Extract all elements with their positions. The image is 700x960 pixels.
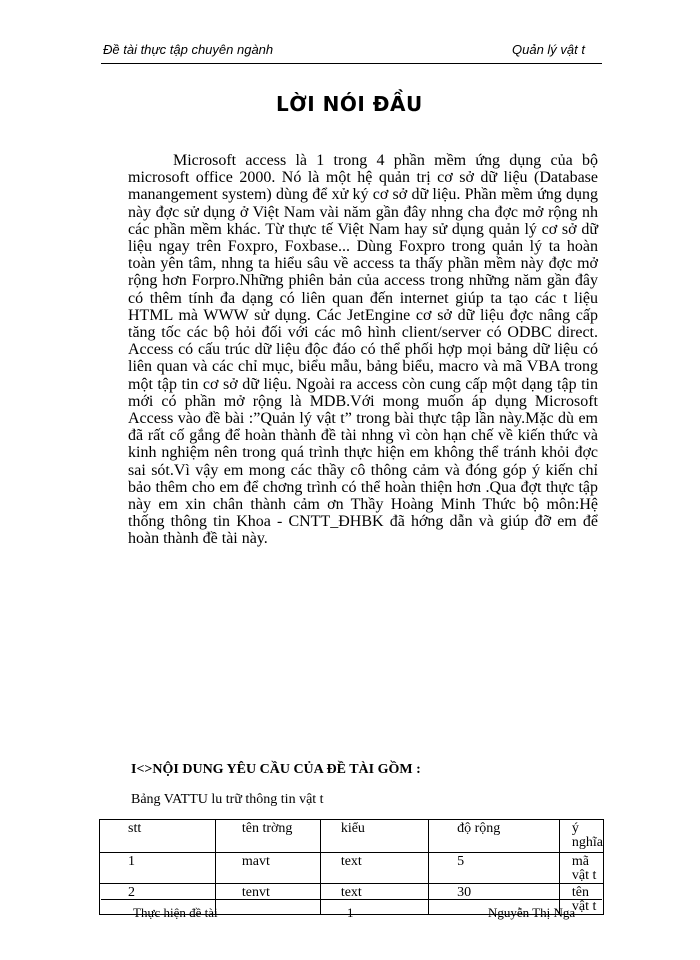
- header-right-title: Quản lý vật t: [512, 42, 585, 57]
- table-header-cell: kiểu: [320, 820, 428, 853]
- table-header-cell: độ rộng: [429, 820, 560, 853]
- footer-left: Thực hiện đề tài: [133, 905, 218, 920]
- table-cell: 2: [100, 884, 216, 915]
- table-header-cell: stt: [100, 820, 216, 853]
- table-cell: tên vật t: [559, 884, 603, 915]
- header-divider: [101, 63, 602, 64]
- table-cell: tenvt: [215, 884, 320, 915]
- table-cell: 1: [100, 853, 216, 884]
- footer-author: Nguyễn Thị Nga: [488, 905, 576, 920]
- vattu-table: [99, 819, 604, 915]
- header-left-title: Đề tài thực tập chuyên ngành: [103, 42, 274, 57]
- table-cell: mã vật t: [559, 853, 603, 884]
- footer-divider: [101, 899, 602, 900]
- table-cell: mavt: [215, 853, 320, 884]
- table-cell: text: [320, 884, 428, 915]
- table-header-row: [100, 820, 604, 853]
- table-row: [100, 853, 604, 884]
- page-number: 1: [347, 905, 354, 920]
- table-header-cell: ý nghĩa: [559, 820, 603, 853]
- table-cell: 30: [429, 884, 560, 915]
- page-title: LỜI NÓI ĐẦU: [276, 92, 423, 116]
- intro-paragraph: Microsoft access là 1 trong 4 phần mềm ứng dụng của bộ microsoft office 2000. Nó là một hệ quản trị cơ sở dữ liệu (Database manangement system) dùng để xử ký cơ sở dữ liệu. Phần mềm ứng dụng này đợc sử dụng ở Việt Nam vài năm gần đây nhng cha đợc mở rộng nh các phần mềm khác. Từ thực tế Việt Nam hay sử dụng quản lý cơ sở dữ liệu ngay trên Foxpro, Foxbase... Dùng Foxpro trong quản lý ta hoàn toàn yên tâm, nhng ta hiểu sâu về access ta thấy phần mềm này đợc mở rộng hơn Forpro.Những phiên bản của access trong những năm gần đây có thêm tính đa dạng có liên quan đến internet giúp ta tạo các t liệu HTML mà WWW sử dụng. Các JetEngine cơ sở dữ liệu đợc nâng cấp tăng tốc các bộ hỏi đối với các mô hình client/server có ODBC direct. Access có cấu trúc dữ liệu độc đáo có thể phối hợp mọi bảng dữ liệu có liên quan và các chỉ mục, biểu mẫu, bảng biểu, macro và mã VBA trong một tập tin cơ sở dữ liệu. Ngoài ra access còn cung cấp một dạng tập tin mới có phần mở rộng là MDB.Với mong muốn áp dụng Microsoft Access vào đề bài :”Quản lý vật t” trong bài thực tập lần này.Mặc dù em đã rất cố gắng để hoàn thành đề tài nhng vì còn hạn chế về kiến thức và kinh nghiệm nên trong quá trình thực hiện em không thể tránh khỏi đợc sai sót.Vì vậy em mong các thầy cô thông cảm và đóng góp ý kiến chỉ bảo thêm cho em để chơng trình có thể hoàn thiện hơn .Qua đợt thực tập này em xin chân thành cảm ơn Thầy Hoàng Minh Thức bộ môn:Hệ thống thông tin Khoa - CNTT_ĐHBK đã hớng dẫn và giúp đỡ em để hoàn thành đề tài này.: [128, 152, 598, 548]
- table-caption: Bảng VATTU lu trữ thông tin vật t: [131, 792, 324, 807]
- table-header-cell: tên trờng: [215, 820, 320, 853]
- table-cell: 5: [429, 853, 560, 884]
- table-cell: text: [320, 853, 428, 884]
- section-heading: I<>NỘI DUNG YÊU CẦU CỦA ĐỀ TÀI GỒM :: [131, 762, 421, 777]
